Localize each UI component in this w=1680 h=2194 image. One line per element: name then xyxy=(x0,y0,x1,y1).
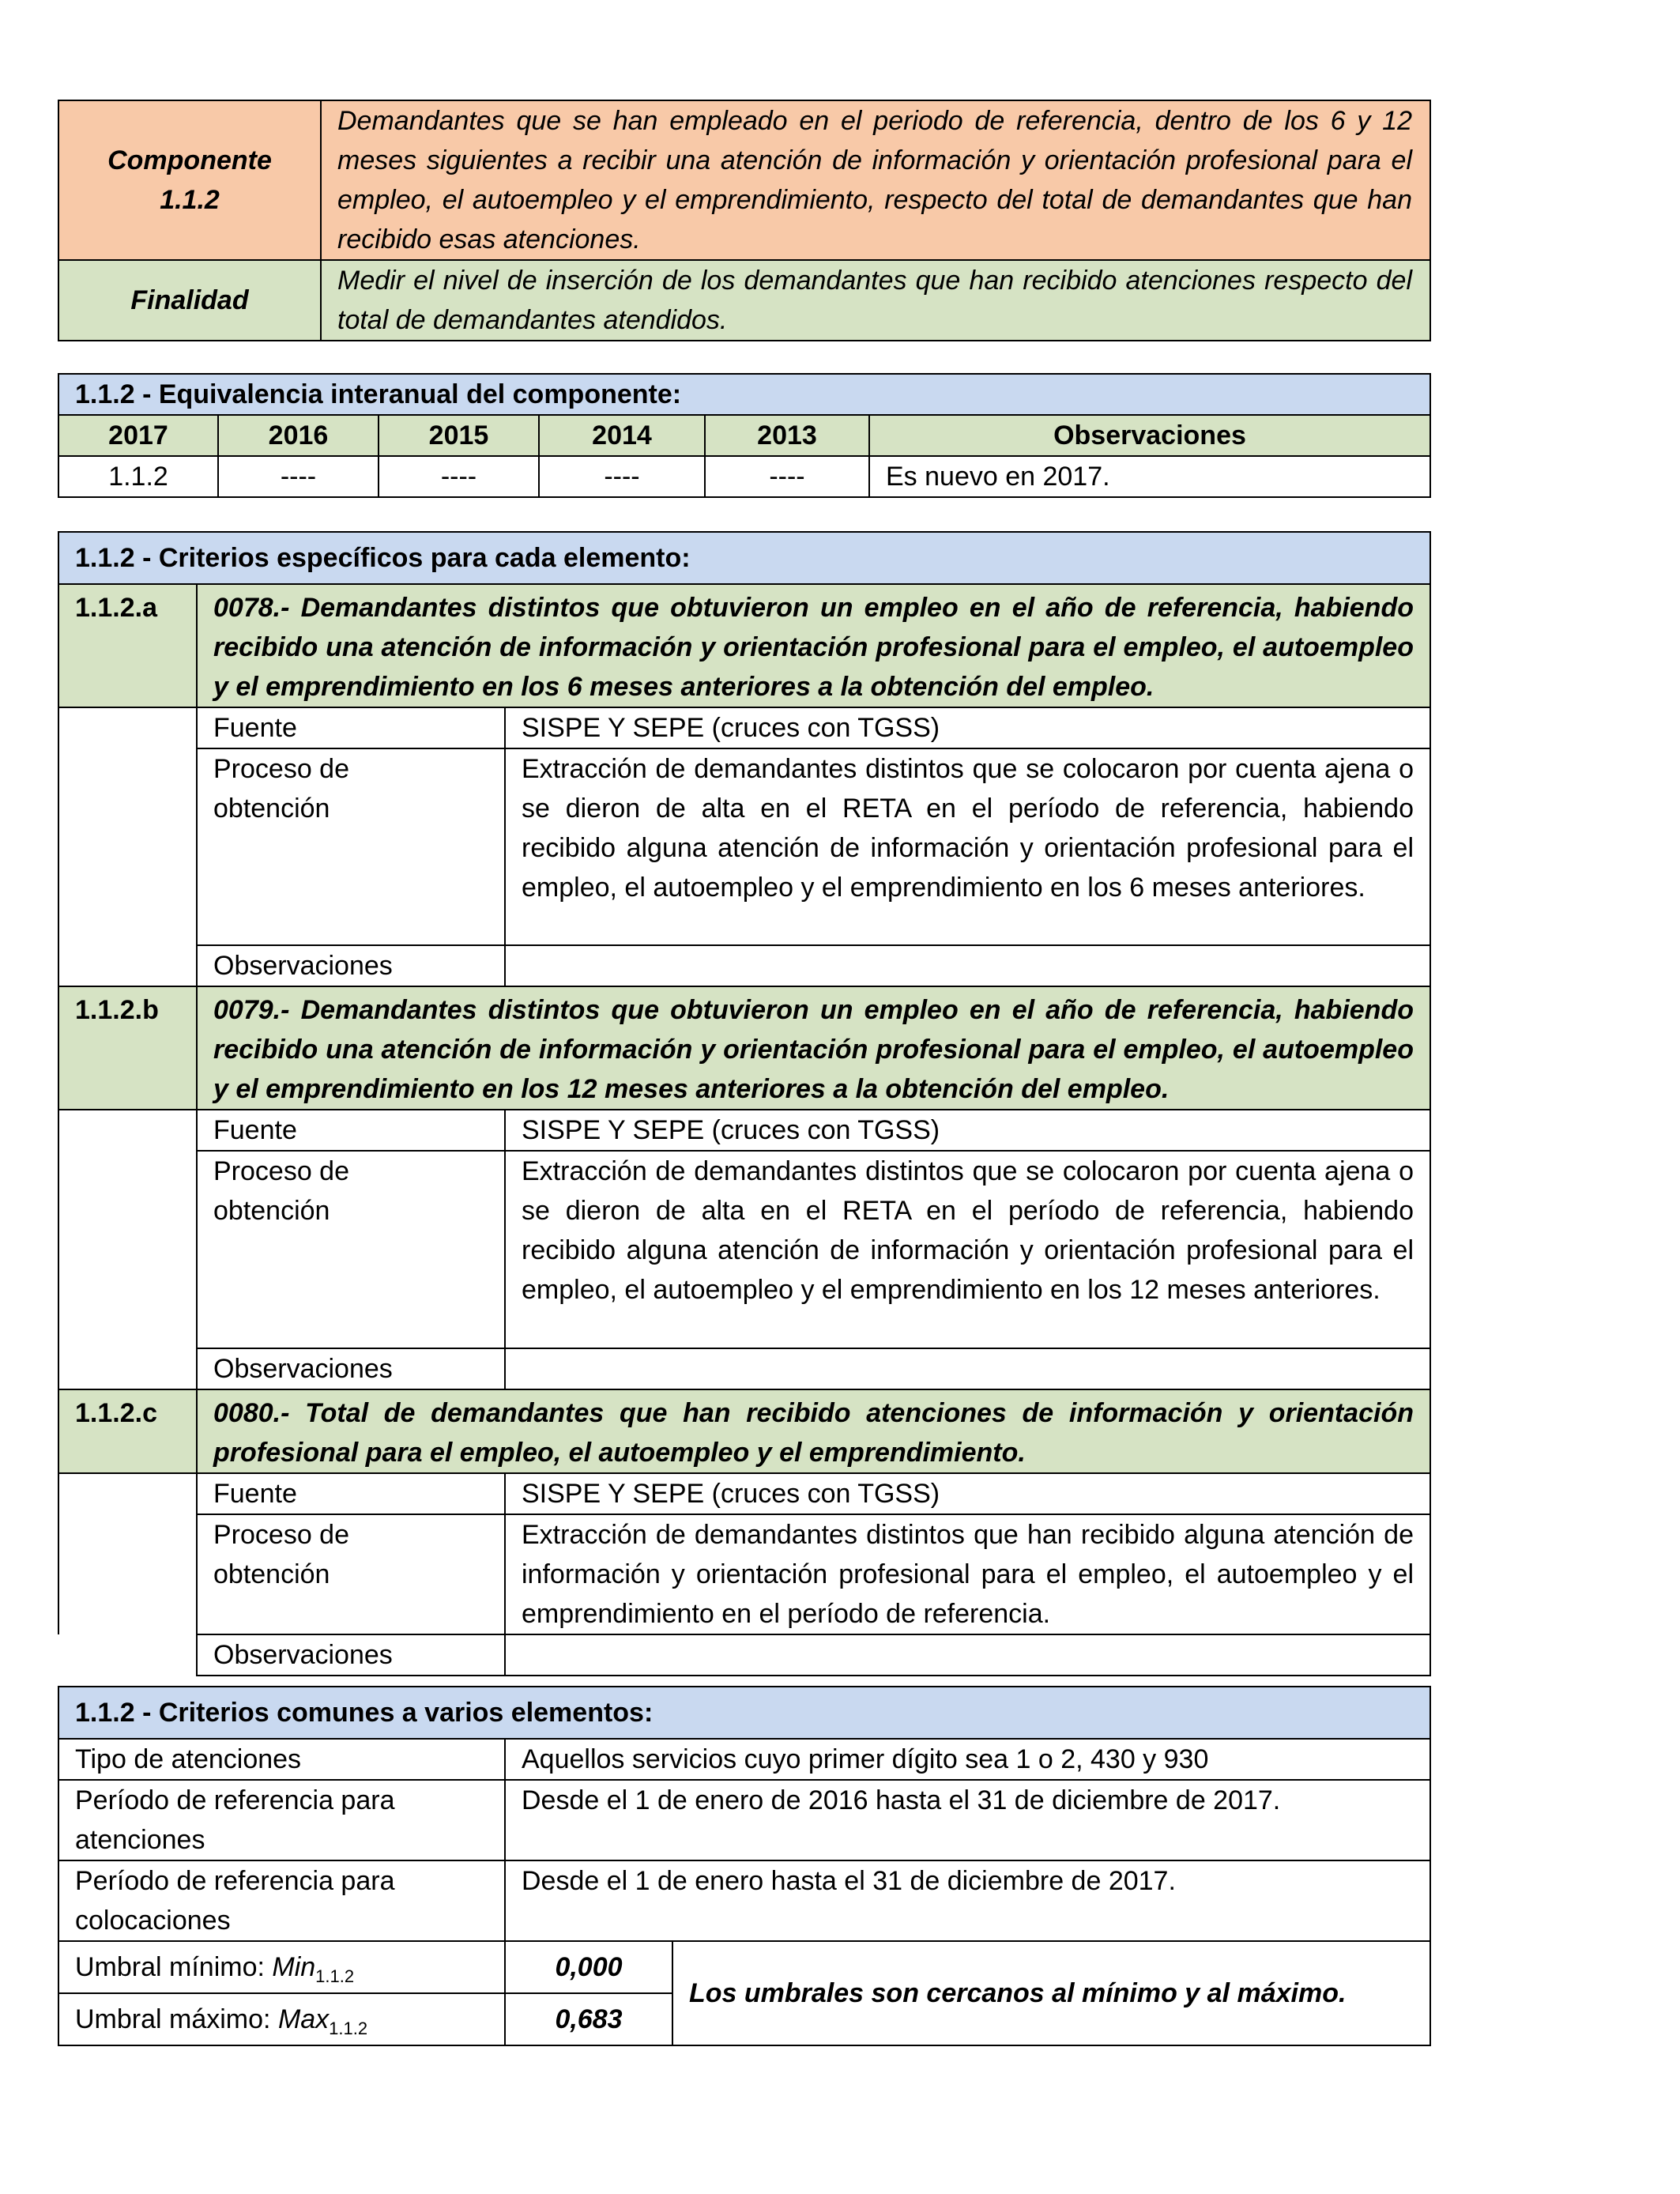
proceso-value: Extracción de demandantes distintos que se colocaron por cuenta ajena o se dieron de alta en el RETA en el período de referencia, habiendo recibido alguna atención de información y orientación profesional para el empleo, el autoempleo y el emprendimiento en los 12 meses anteriores. xyxy=(505,1151,1430,1348)
table-cell: ---- xyxy=(218,456,379,497)
comunes-label: Período de referencia para atenciones xyxy=(58,1780,505,1860)
indent-cell xyxy=(58,707,197,748)
proceso-label: Proceso de obtención xyxy=(197,748,505,945)
criterios-comunes-table xyxy=(58,1686,1431,2046)
indent-cell xyxy=(58,945,197,986)
finalidad-text: Medir el nivel de inserción de los demandantes que han recibido atenciones respecto del total de demandantes atendidos. xyxy=(321,260,1430,341)
column-header: Observaciones xyxy=(869,415,1430,456)
fuente-value: SISPE Y SEPE (cruces con TGSS) xyxy=(505,707,1430,748)
column-header: 2015 xyxy=(379,415,539,456)
umbral-max-symbol: Max xyxy=(277,2004,330,2034)
fuente-label: Fuente xyxy=(197,1473,505,1514)
element-description: 0080.- Total de demandantes que han recibido atenciones de información y orientación profesional para el empleo, el autoempleo y el emprendimiento. xyxy=(197,1389,1430,1473)
umbral-min-label xyxy=(58,1941,505,1993)
umbral-max-value: 0,683 xyxy=(505,1993,672,2045)
comunes-value: Desde el 1 de enero hasta el 31 de diciembre de 2017. xyxy=(505,1860,1430,1941)
umbral-max-text: Umbral máximo: xyxy=(75,2004,278,2034)
observaciones-value xyxy=(505,1348,1430,1389)
observaciones-label: Observaciones xyxy=(197,1348,505,1389)
indent-cell xyxy=(58,1151,197,1348)
comunes-label: Período de referencia para colocaciones xyxy=(58,1860,505,1941)
fuente-label: Fuente xyxy=(197,1110,505,1151)
finalidad-label: Finalidad xyxy=(58,260,321,341)
observaciones-label: Observaciones xyxy=(197,945,505,986)
umbral-note: Los umbrales son cercanos al mínimo y al máximo. xyxy=(672,1941,1430,2045)
comunes-label: Tipo de atenciones xyxy=(58,1739,505,1780)
element-description: 0079.- Demandantes distintos que obtuvieron un empleo en el año de referencia, habiendo recibido una atención de información y orientación profesional para el empleo, el autoempleo y el emprendimiento en los 12 meses anteriores a la obtención del empleo. xyxy=(197,986,1430,1110)
proceso-value: Extracción de demandantes distintos que han recibido alguna atención de información y orientación profesional para el empleo, el autoempleo y el emprendimiento en el período de referencia. xyxy=(505,1514,1430,1634)
umbral-max-label xyxy=(58,1993,505,2045)
umbral-min-value: 0,000 xyxy=(505,1941,672,1993)
equivalencia-table xyxy=(58,373,1431,498)
column-header: 2014 xyxy=(539,415,705,456)
indent-cell xyxy=(58,1634,197,1676)
indent-cell xyxy=(58,1110,197,1151)
element-code: 1.1.2.b xyxy=(58,986,197,1110)
proceso-label: Proceso de obtención xyxy=(197,1151,505,1348)
table-cell: 1.1.2 xyxy=(58,456,218,497)
proceso-value: Extracción de demandantes distintos que se colocaron por cuenta ajena o se dieron de alta en el RETA en el período de referencia, habiendo recibido alguna atención de información y orientación profesional para el empleo, el autoempleo y el emprendimiento en los 6 meses anteriores. xyxy=(505,748,1430,945)
table-cell: ---- xyxy=(539,456,705,497)
fuente-value: SISPE Y SEPE (cruces con TGSS) xyxy=(505,1473,1430,1514)
umbral-min-text: Umbral mínimo: xyxy=(75,1952,273,1982)
proceso-label: Proceso de obtención xyxy=(197,1514,505,1634)
umbral-subscript: 1.1.2 xyxy=(329,2018,368,2038)
comunes-value: Aquellos servicios cuyo primer dígito sea 1 o 2, 430 y 930 xyxy=(505,1739,1430,1780)
observaciones-value xyxy=(505,1634,1430,1676)
column-header: 2016 xyxy=(218,415,379,456)
table-cell: ---- xyxy=(705,456,869,497)
indent-cell xyxy=(58,1473,197,1514)
indent-cell xyxy=(58,748,197,945)
indent-cell xyxy=(58,1514,197,1634)
element-description: 0078.- Demandantes distintos que obtuvieron un empleo en el año de referencia, habiendo recibido una atención de información y orientación profesional para el empleo, el autoempleo y el emprendimiento en los 6 meses anteriores a la obtención del empleo. xyxy=(197,584,1430,707)
observaciones-value xyxy=(505,945,1430,986)
componente-text: Demandantes que se han empleado en el periodo de referencia, dentro de los 6 y 12 meses siguientes a recibir una atención de información y orientación profesional para el empleo, el autoempleo y el emprendimiento, respecto del total de demandantes que han recibido esas atenciones. xyxy=(321,100,1430,260)
equivalencia-title: 1.1.2 - Equivalencia interanual del componente: xyxy=(58,374,1430,415)
umbral-min-symbol: Min xyxy=(272,1952,316,1982)
criterios-title: 1.1.2 - Criterios específicos para cada elemento: xyxy=(58,532,1430,584)
comunes-title: 1.1.2 - Criterios comunes a varios elementos: xyxy=(58,1687,1430,1739)
fuente-label: Fuente xyxy=(197,707,505,748)
criterios-especificos-table xyxy=(58,531,1431,1676)
componente-label: Componente 1.1.2 xyxy=(58,100,321,260)
observaciones-label: Observaciones xyxy=(197,1634,505,1676)
umbral-subscript: 1.1.2 xyxy=(315,1966,355,1986)
table-cell: Es nuevo en 2017. xyxy=(869,456,1430,497)
column-header: 2017 xyxy=(58,415,218,456)
element-code: 1.1.2.c xyxy=(58,1389,197,1473)
fuente-value: SISPE Y SEPE (cruces con TGSS) xyxy=(505,1110,1430,1151)
comunes-value: Desde el 1 de enero de 2016 hasta el 31 de diciembre de 2017. xyxy=(505,1780,1430,1860)
component-header-table xyxy=(58,100,1431,341)
element-code: 1.1.2.a xyxy=(58,584,197,707)
column-header: 2013 xyxy=(705,415,869,456)
table-cell: ---- xyxy=(379,456,539,497)
indent-cell xyxy=(58,1348,197,1389)
